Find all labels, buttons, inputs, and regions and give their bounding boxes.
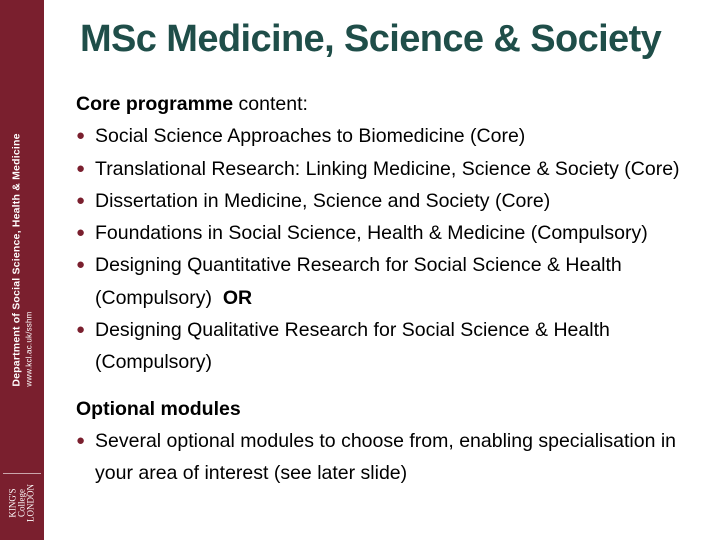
list-item xyxy=(76,153,716,185)
module-name: Dissertation in Medicine, Science and Society (Core) xyxy=(95,189,551,212)
module-name: Foundations in Social Science, Health & Medicine (Compulsory) xyxy=(95,222,648,245)
logo-line: KING'S xyxy=(7,488,18,518)
bullet-icon: ● xyxy=(76,256,86,274)
core-heading xyxy=(76,88,716,120)
core-heading-rest: content: xyxy=(233,93,308,115)
optional-module-list xyxy=(76,425,716,490)
bullet-icon: ● xyxy=(76,191,86,209)
list-item xyxy=(76,185,716,217)
module-name: Translational Research: Linking Medicine, Science & Society (Core) xyxy=(95,157,680,180)
department-name: Department of Social Science, Health & Medicine xyxy=(10,133,23,387)
core-module-list xyxy=(76,120,716,378)
logo-line: LONDON xyxy=(25,484,36,522)
kings-college-logo xyxy=(3,473,41,532)
optional-heading xyxy=(76,393,716,425)
slide-title: MSc Medicine, Science & Society xyxy=(80,18,662,60)
department-label xyxy=(8,50,36,470)
bullet-icon: ● xyxy=(76,431,86,449)
slide-body xyxy=(76,88,716,490)
bullet-icon: ● xyxy=(76,159,86,177)
module-name: Social Science Approaches to Biomedicine (Core) xyxy=(95,125,526,148)
optional-heading-text: Optional modules xyxy=(76,397,241,420)
bullet-icon: ● xyxy=(76,321,86,339)
optional-description: Several optional modules to choose from, enabling specialisation in your area of interest (see later slide) xyxy=(95,429,677,485)
list-item xyxy=(76,249,716,314)
logo-line: College xyxy=(16,489,27,517)
core-heading-bold: Core programme xyxy=(76,93,234,115)
list-item xyxy=(76,217,716,249)
bullet-icon: ● xyxy=(76,224,86,242)
module-name: Designing Quantitative Research for Social Science & Health (Compulsory) xyxy=(95,254,622,309)
department-url: www.kcl.ac.uk/sshm xyxy=(24,311,34,387)
side-brand-strip xyxy=(0,0,44,540)
list-item xyxy=(76,120,716,152)
module-name: Designing Qualitative Research for Social Science & Health (Compulsory) xyxy=(95,319,610,374)
list-item xyxy=(76,314,716,379)
list-item xyxy=(76,425,716,490)
or-label: OR xyxy=(222,286,253,309)
bullet-icon: ● xyxy=(76,127,86,145)
